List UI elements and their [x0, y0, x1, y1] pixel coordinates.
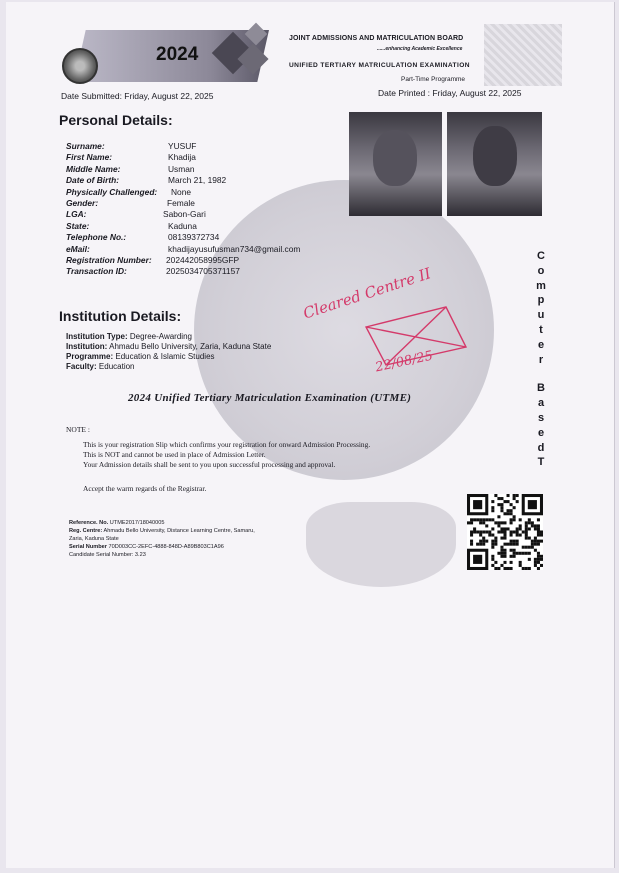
- qr-module: [516, 543, 519, 546]
- faculty-value: Education: [98, 362, 135, 371]
- qr-module: [513, 515, 516, 518]
- serial-label: Serial Number: [69, 544, 107, 550]
- qr-module: [491, 546, 494, 549]
- field-label: Telephone No.:: [66, 232, 127, 243]
- field-label: Middle Name:: [66, 163, 121, 174]
- qr-module: [528, 521, 531, 524]
- qr-module: [519, 527, 522, 530]
- qr-module: [503, 530, 506, 533]
- note-label: NOTE :: [66, 425, 90, 434]
- qr-module: [497, 530, 500, 533]
- qr-module: [531, 524, 534, 527]
- field-value: Kaduna: [168, 220, 197, 231]
- qr-module: [500, 564, 503, 567]
- reg-centre: [69, 528, 255, 534]
- side-label-char: p: [537, 294, 545, 307]
- qr-module: [479, 530, 482, 533]
- qr-module: [525, 546, 528, 549]
- candidate-serial-number: Candidate Serial Number: 3.23: [69, 552, 146, 558]
- qr-module: [528, 537, 531, 540]
- field-label: Registration Number:: [66, 255, 152, 265]
- qr-module: [534, 549, 537, 552]
- qr-module: [537, 552, 540, 555]
- qr-module: [525, 534, 528, 537]
- qr-module: [510, 549, 513, 552]
- side-label-char: m: [536, 279, 546, 292]
- qr-module: [500, 506, 503, 509]
- qr-module: [500, 546, 503, 549]
- qr-module: [500, 509, 503, 512]
- qr-module: [534, 537, 537, 540]
- qr-module: [525, 537, 528, 540]
- qr-module: [482, 540, 485, 543]
- qr-module: [540, 540, 543, 543]
- qr-module: [510, 512, 513, 515]
- qr-module: [519, 552, 522, 555]
- side-label-char: e: [537, 426, 545, 439]
- qr-module: [470, 530, 473, 533]
- qr-module: [540, 564, 543, 567]
- field-label: First Name:: [66, 152, 113, 163]
- qr-module: [513, 555, 516, 558]
- field-label: Physically Challenged:: [66, 186, 158, 197]
- qr-module: [488, 518, 491, 521]
- institution-type-row: [66, 332, 192, 341]
- photo-face: [373, 130, 417, 186]
- qr-module: [500, 555, 503, 558]
- qr-module: [513, 530, 516, 533]
- qr-module: [534, 540, 537, 543]
- qr-module: [491, 506, 494, 509]
- qr-module: [513, 497, 516, 500]
- qr-module: [540, 555, 543, 558]
- programme-row: [66, 352, 215, 361]
- qr-module: [528, 567, 531, 570]
- qr-module: [510, 521, 513, 524]
- programme-label: Programme:: [66, 352, 114, 361]
- stamp-diagonal: [366, 327, 466, 347]
- side-label-char: t: [539, 323, 543, 336]
- qr-module: [476, 518, 479, 521]
- qr-module: [491, 534, 494, 537]
- qr-module: [519, 564, 522, 567]
- qr-module: [516, 527, 519, 530]
- qr-module: [534, 564, 537, 567]
- qr-module: [513, 552, 516, 555]
- qr-module: [510, 567, 513, 570]
- field-value: None: [171, 186, 192, 197]
- qr-module: [482, 521, 485, 524]
- qr-module: [482, 543, 485, 546]
- qr-module: [485, 540, 488, 543]
- qr-finder-pattern: [473, 555, 482, 564]
- qr-module: [473, 530, 476, 533]
- field-value: 08139372734: [168, 232, 220, 243]
- qr-module: [522, 552, 525, 555]
- qr-module: [476, 543, 479, 546]
- institution-details-heading: Institution Details:: [59, 308, 182, 324]
- qr-module: [482, 537, 485, 540]
- qr-module: [473, 518, 476, 521]
- qr-module: [522, 567, 525, 570]
- date-printed: Date Printed : Friday, August 22, 2025: [378, 88, 522, 98]
- qr-module: [470, 518, 473, 521]
- qr-module: [470, 521, 473, 524]
- qr-module: [525, 521, 528, 524]
- qr-module: [507, 494, 510, 497]
- qr-module: [513, 540, 516, 543]
- side-label-char: B: [537, 382, 545, 395]
- qr-module: [497, 567, 500, 570]
- qr-module: [503, 561, 506, 564]
- qr-module: [494, 567, 497, 570]
- utme-title: 2024 Unified Tertiary Matriculation Examination (UTME): [128, 392, 412, 404]
- field-value: YUSUF: [168, 141, 197, 151]
- qr-module: [479, 518, 482, 521]
- field-value: Usman: [168, 163, 195, 174]
- institution-type-label: Institution Type:: [66, 332, 128, 341]
- qr-module: [473, 527, 476, 530]
- qr-module: [503, 543, 506, 546]
- side-label-char: s: [537, 411, 545, 424]
- qr-module: [507, 512, 510, 515]
- qr-module: [516, 552, 519, 555]
- serial-number: [69, 544, 224, 550]
- institution-label: Institution:: [66, 342, 108, 351]
- qr-module: [491, 518, 494, 521]
- photo-face: [473, 126, 517, 186]
- qr-module: [497, 552, 500, 555]
- field-value: 2025034705371157: [166, 266, 240, 277]
- qr-module: [470, 543, 473, 546]
- qr-code: [467, 494, 543, 570]
- qr-module: [491, 555, 494, 558]
- qr-module: [491, 500, 494, 503]
- banner-year: 2024: [156, 44, 199, 65]
- qr-module: [491, 558, 494, 561]
- board-tagline: ......enhancing Academic Excellence: [377, 46, 463, 52]
- qr-module: [491, 527, 494, 530]
- qr-module: [479, 543, 482, 546]
- qr-module: [540, 558, 543, 561]
- field-label: LGA:: [66, 209, 87, 220]
- qr-module: [510, 555, 513, 558]
- qr-module: [516, 540, 519, 543]
- stamp-text-1: Cleared Centre II: [300, 264, 434, 323]
- qr-module: [503, 500, 506, 503]
- handwritten-stamp: [296, 247, 506, 387]
- computer-based-test-vertical-label: [534, 249, 548, 470]
- qr-finder-pattern: [528, 500, 537, 509]
- qr-module: [500, 503, 503, 506]
- reg-centre-value: Ahmadu Bello University, Distance Learning Centre, Samaru,: [103, 528, 255, 534]
- qr-module: [500, 537, 503, 540]
- note-line-3: Your Admission details shall be sent to you upon successful processing and approval.: [83, 460, 336, 469]
- qr-module: [525, 524, 528, 527]
- side-label-char: a: [537, 397, 545, 410]
- note-line-2: This is NOT and cannot be used in place of Admission Letter.: [83, 450, 266, 459]
- qr-module: [488, 530, 491, 533]
- qr-module: [500, 527, 503, 530]
- qr-module: [519, 561, 522, 564]
- qr-module: [497, 497, 500, 500]
- qr-module: [525, 567, 528, 570]
- faculty-row: [66, 362, 135, 371]
- qr-module: [485, 524, 488, 527]
- qr-module: [537, 524, 540, 527]
- qr-module: [479, 521, 482, 524]
- qr-module: [537, 561, 540, 564]
- side-label-char: d: [537, 441, 545, 454]
- exam-name: UNIFIED TERTIARY MATRICULATION EXAMINATION: [289, 62, 470, 69]
- qr-module: [516, 500, 519, 503]
- qr-module: [476, 530, 479, 533]
- qr-module: [510, 509, 513, 512]
- candidate-photo-2: [447, 112, 542, 216]
- qr-module: [494, 540, 497, 543]
- candidate-photo: [349, 112, 442, 216]
- qr-module: [528, 527, 531, 530]
- qr-module: [503, 555, 506, 558]
- qr-module: [516, 530, 519, 533]
- qr-module: [537, 527, 540, 530]
- qr-module: [522, 546, 525, 549]
- qr-module: [497, 524, 500, 527]
- qr-module: [534, 558, 537, 561]
- qr-module: [531, 546, 534, 549]
- qr-module: [513, 506, 516, 509]
- qr-module: [540, 530, 543, 533]
- qr-module: [485, 518, 488, 521]
- qr-module: [513, 549, 516, 552]
- qr-module: [503, 567, 506, 570]
- qr-finder-pattern: [473, 500, 482, 509]
- qr-module: [537, 540, 540, 543]
- field-value: khadijayusufusman734@gmail.com: [168, 243, 301, 254]
- qr-module: [528, 552, 531, 555]
- note-line-1: This is your registration Slip which confirms your registration for onward Admission Processing.: [83, 440, 371, 449]
- qr-module: [537, 558, 540, 561]
- qr-module: [507, 500, 510, 503]
- qr-module: [491, 509, 494, 512]
- field-value: Female: [167, 198, 195, 208]
- date-submitted: Date Submitted: Friday, August 22, 2025: [61, 91, 214, 101]
- qr-module: [500, 549, 503, 552]
- qr-module: [497, 503, 500, 506]
- qr-module: [503, 534, 506, 537]
- programme-type: Part-Time Programme: [401, 76, 466, 83]
- registrar-regards: Accept the warm regards of the Registrar.: [83, 484, 207, 493]
- qr-module: [507, 567, 510, 570]
- qr-module: [516, 494, 519, 497]
- reg-centre-label: Reg. Centre:: [69, 528, 103, 534]
- qr-module: [507, 509, 510, 512]
- qr-module: [494, 543, 497, 546]
- personal-details-heading: Personal Details:: [59, 112, 173, 128]
- qr-module: [503, 549, 506, 552]
- qr-module: [510, 540, 513, 543]
- qr-module: [510, 543, 513, 546]
- qr-module: [534, 527, 537, 530]
- qr-module: [531, 521, 534, 524]
- qr-module: [497, 521, 500, 524]
- qr-module: [537, 534, 540, 537]
- qr-module: [500, 521, 503, 524]
- qr-module: [503, 521, 506, 524]
- qr-module: [491, 543, 494, 546]
- qr-module: [534, 561, 537, 564]
- qr-module: [482, 518, 485, 521]
- qr-module: [470, 540, 473, 543]
- stamp-text-2: 22/08/25: [374, 348, 435, 376]
- qr-module: [510, 534, 513, 537]
- field-label: Surname:: [66, 141, 105, 151]
- field-label: eMail:: [66, 243, 90, 254]
- qr-module: [491, 564, 494, 567]
- qr-module: [528, 546, 531, 549]
- field-value: Khadija: [168, 152, 196, 163]
- qr-module: [494, 561, 497, 564]
- faculty-label: Faculty:: [66, 362, 97, 371]
- reg-centre-line2: Zaria, Kaduna State: [69, 536, 119, 542]
- institution-row: [66, 342, 271, 351]
- reference-label: Reference. No.: [69, 520, 109, 526]
- qr-module: [525, 552, 528, 555]
- registration-slip-page: [6, 2, 615, 868]
- jamb-logo-icon: [62, 48, 98, 84]
- side-label-char: C: [537, 250, 545, 262]
- qr-module: [510, 530, 513, 533]
- board-name: JOINT ADMISSIONS AND MATRICULATION BOARD: [289, 35, 464, 42]
- qr-module: [503, 552, 506, 555]
- qr-module: [525, 527, 528, 530]
- qr-module: [513, 543, 516, 546]
- header-pattern-block: [484, 24, 562, 86]
- qr-module: [510, 518, 513, 521]
- field-value: 202442058995GFP: [166, 255, 240, 265]
- qr-module: [479, 534, 482, 537]
- qr-module: [488, 534, 491, 537]
- qr-module: [485, 530, 488, 533]
- field-value: Sabon-Gari: [163, 209, 206, 220]
- qr-module: [479, 540, 482, 543]
- field-label: Date of Birth:: [66, 175, 120, 186]
- watermark-base: [306, 502, 456, 587]
- qr-module: [494, 537, 497, 540]
- institution-type-value: Degree-Awarding: [129, 332, 192, 341]
- qr-module: [534, 543, 537, 546]
- qr-module: [513, 494, 516, 497]
- qr-module: [531, 540, 534, 543]
- qr-module: [528, 558, 531, 561]
- qr-module: [500, 530, 503, 533]
- side-label-char: e: [537, 338, 545, 351]
- programme-value: Education & Islamic Studies: [115, 352, 215, 361]
- side-label-char: T: [537, 456, 545, 469]
- institution-value: Ahmadu Bello University, Zaria, Kaduna State: [109, 342, 272, 351]
- field-label: Gender:: [66, 198, 99, 208]
- qr-module: [497, 515, 500, 518]
- qr-module: [500, 552, 503, 555]
- side-label-char: u: [537, 309, 545, 322]
- qr-module: [537, 530, 540, 533]
- qr-module: [503, 527, 506, 530]
- qr-module: [534, 524, 537, 527]
- qr-module: [525, 530, 528, 533]
- qr-module: [540, 534, 543, 537]
- side-label-char: o: [537, 264, 545, 277]
- qr-module: [507, 527, 510, 530]
- qr-module: [537, 555, 540, 558]
- qr-module: [519, 534, 522, 537]
- qr-module: [516, 534, 519, 537]
- qr-module: [528, 518, 531, 521]
- qr-module: [500, 497, 503, 500]
- qr-module: [537, 543, 540, 546]
- qr-module: [513, 518, 516, 521]
- side-label-char: r: [538, 353, 544, 366]
- qr-module: [510, 561, 513, 564]
- qr-module: [491, 540, 494, 543]
- qr-module: [503, 512, 506, 515]
- field-label: State:: [66, 220, 90, 231]
- qr-module: [482, 530, 485, 533]
- qr-module: [494, 494, 497, 497]
- qr-module: [531, 543, 534, 546]
- reference-value: UTME2017/18040005: [109, 520, 165, 526]
- qr-module: [519, 524, 522, 527]
- qr-module: [522, 530, 525, 533]
- qr-module: [537, 518, 540, 521]
- qr-module: [467, 521, 470, 524]
- qr-module: [510, 503, 513, 506]
- qr-module: [537, 567, 540, 570]
- field-label: Transaction ID:: [66, 266, 127, 277]
- side-label-char: [534, 367, 548, 381]
- qr-module: [494, 521, 497, 524]
- qr-module: [507, 543, 510, 546]
- qr-module: [470, 534, 473, 537]
- field-value: March 21, 1982: [168, 175, 227, 186]
- serial-value: 70D003CC-2EFC-4888-848D-A89B803C1A96: [108, 544, 224, 550]
- reference-number: [69, 520, 164, 526]
- qr-module: [519, 518, 522, 521]
- qr-module: [503, 537, 506, 540]
